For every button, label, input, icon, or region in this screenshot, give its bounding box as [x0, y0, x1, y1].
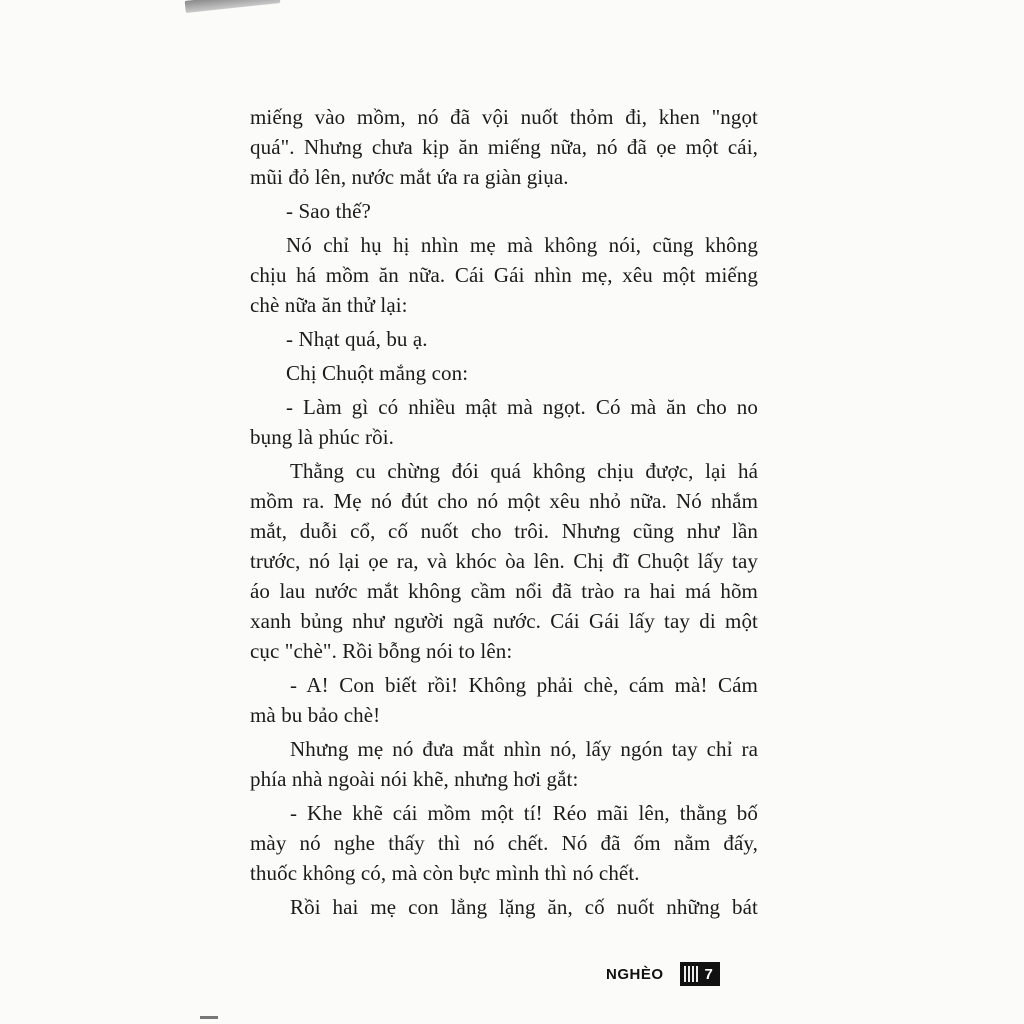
text-line: trước, nó lại ọe ra, và khóc òa lên. Chị đĩ Chuột lấy tay: [250, 549, 758, 573]
text-line: - Sao thế?: [286, 199, 371, 223]
page-corner-shadow: [185, 0, 281, 13]
running-title: NGHÈO: [606, 965, 664, 983]
text-line: quá". Nhưng chưa kịp ăn miếng nữa, nó đã ọe một cái,: [250, 135, 758, 159]
text-line: Thằng cu chừng đói quá không chịu được, lại há: [290, 459, 758, 483]
text-line: Nhưng mẹ nó đưa mắt nhìn nó, lấy ngón tay chỉ ra: [290, 737, 758, 761]
text-line: mũi đỏ lên, nước mắt ứa ra giàn giụa.: [250, 165, 569, 189]
text-line: xanh bủng như người ngã nước. Cái Gái lấy tay di một: [250, 609, 758, 633]
text-line: thuốc không có, mà còn bực mình thì nó chết.: [250, 861, 640, 885]
text-line: mắt, duỗi cổ, cố nuốt cho trôi. Nhưng cũng như lần: [250, 519, 758, 543]
scan-edge-mark: [200, 1016, 218, 1019]
text-line: - Làm gì có nhiều mật mà ngọt. Có mà ăn cho no: [286, 395, 758, 419]
text-line: bụng là phúc rồi.: [250, 425, 395, 449]
text-line: - A! Con biết rồi! Không phải chè, cám mà! Cám: [290, 673, 758, 697]
text-line: Rồi hai mẹ con lẳng lặng ăn, cố nuốt những bát: [290, 895, 758, 919]
text-line: - Khe khẽ cái mồm một tí! Réo mãi lên, thằng bố: [290, 801, 758, 825]
text-line: cục "chè". Rồi bỗng nói to lên:: [250, 639, 513, 663]
text-line: mà bu bảo chè!: [250, 703, 381, 727]
text-line: chè nữa ăn thử lại:: [250, 293, 408, 317]
text-line: miếng vào mồm, nó đã vội nuốt thỏm đi, khen "ngọt: [250, 105, 758, 129]
text-line: - Nhạt quá, bu ạ.: [286, 327, 428, 351]
text-line: Chị Chuột mắng con:: [286, 361, 469, 385]
page-number: 7: [704, 965, 713, 983]
text-line: áo lau nước mắt không cầm nổi đã trào ra hai má hõm: [250, 579, 758, 603]
stripe-pattern-icon: [684, 966, 700, 982]
text-line: mày nó nghe thấy thì nó chết. Nó đã ốm nằm đấy,: [250, 831, 758, 855]
page-footer: [606, 962, 720, 986]
text-line: Nó chỉ hụ hị nhìn mẹ mà không nói, cũng không: [286, 233, 758, 257]
text-line: phía nhà ngoài nói khẽ, nhưng hơi gắt:: [250, 767, 579, 791]
page-number-box: [680, 962, 720, 986]
text-line: chịu há mồm ăn nữa. Cái Gái nhìn mẹ, xêu một miếng: [250, 263, 758, 287]
text-line: mồm ra. Mẹ nó đút cho nó một xêu nhỏ nữa. Nó nhắm: [250, 489, 758, 513]
body-text: [250, 102, 758, 922]
